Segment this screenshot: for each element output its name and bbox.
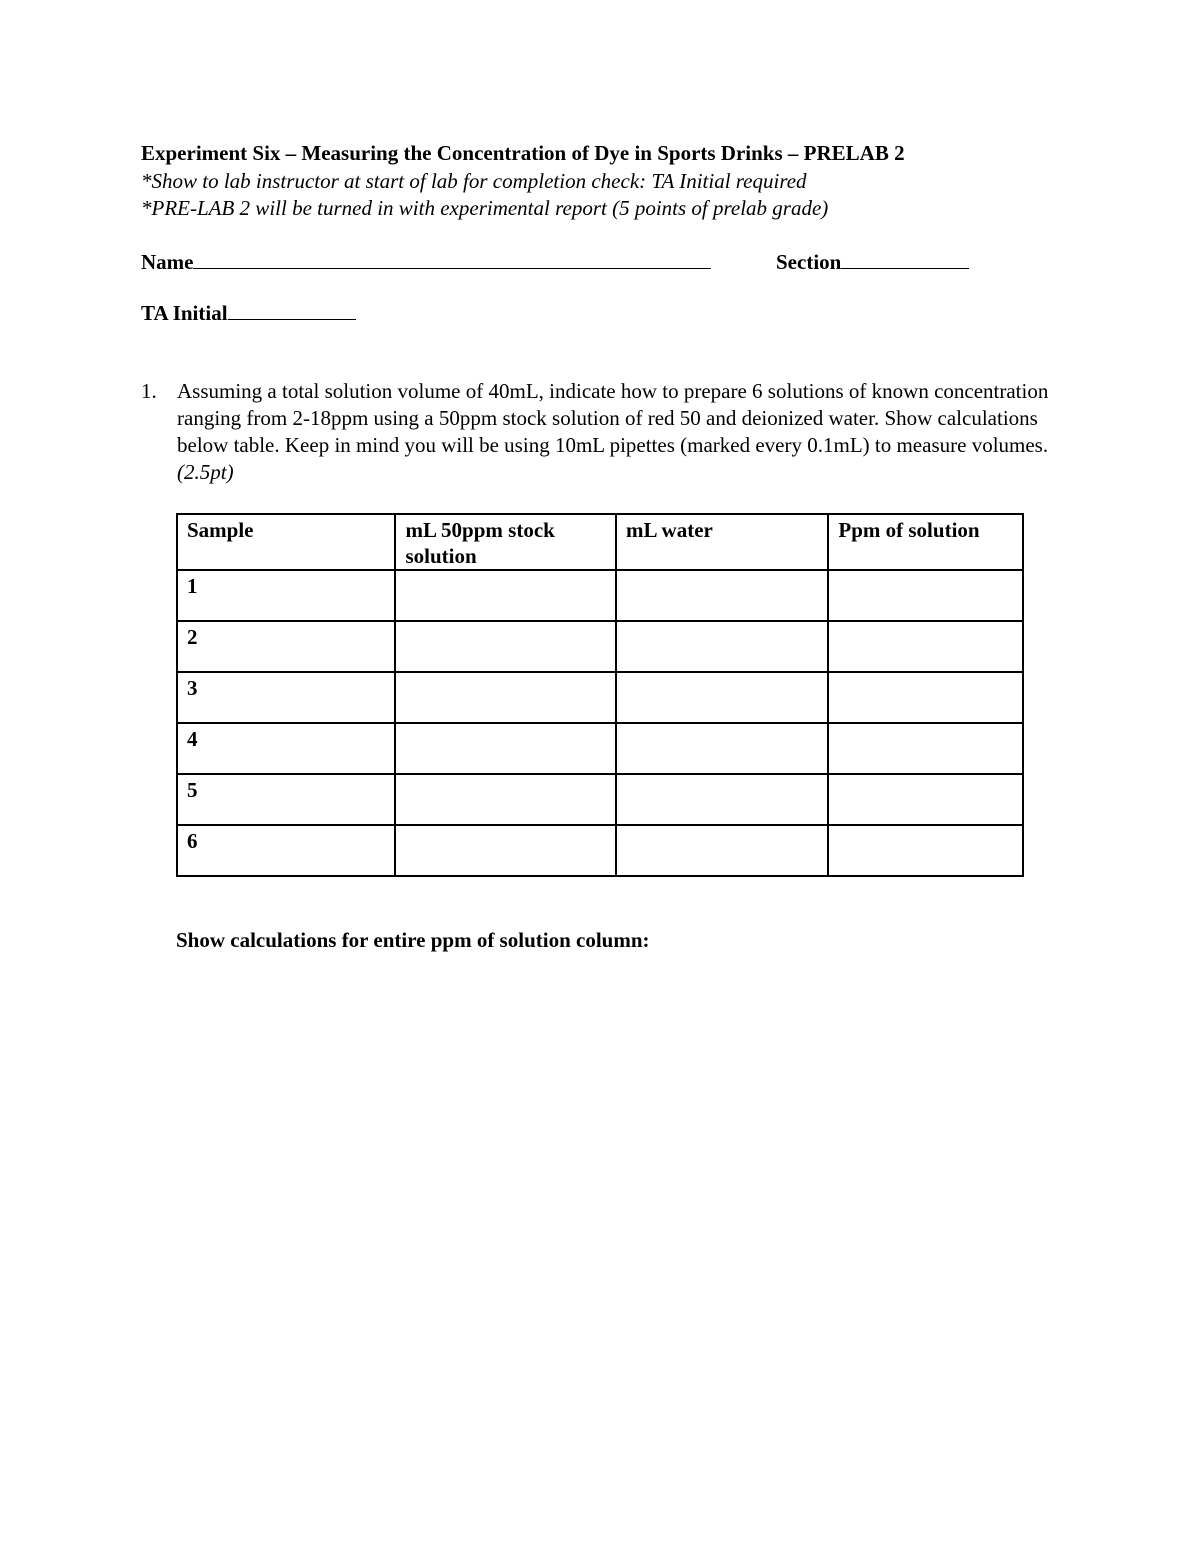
stock-cell[interactable]	[395, 774, 615, 825]
sample-number: 6	[177, 825, 395, 876]
table-row	[177, 570, 1023, 621]
table-row	[177, 621, 1023, 672]
ta-initial-blank[interactable]	[228, 301, 356, 320]
header-stock-solution: mL 50ppm stock solution	[395, 514, 615, 570]
question-text-block	[177, 378, 1061, 486]
table-row	[177, 774, 1023, 825]
water-cell[interactable]	[616, 672, 828, 723]
water-cell[interactable]	[616, 774, 828, 825]
instruction-note-completion: *Show to lab instructor at start of lab for completion check: TA Initial required	[141, 169, 807, 193]
name-field	[141, 250, 711, 275]
header-ppm: Ppm of solution	[828, 514, 1023, 570]
stock-cell[interactable]	[395, 621, 615, 672]
name-label: Name	[141, 250, 194, 274]
water-cell[interactable]	[616, 723, 828, 774]
table-row	[177, 825, 1023, 876]
question-number: 1.	[141, 379, 157, 403]
water-cell[interactable]	[616, 570, 828, 621]
name-blank[interactable]	[193, 250, 711, 269]
ppm-cell[interactable]	[828, 621, 1023, 672]
water-cell[interactable]	[616, 825, 828, 876]
ta-initial-field	[141, 301, 356, 326]
section-field	[776, 250, 969, 275]
sample-number: 3	[177, 672, 395, 723]
section-label: Section	[776, 250, 842, 274]
header-sample: Sample	[177, 514, 395, 570]
section-blank[interactable]	[841, 250, 969, 269]
ppm-cell[interactable]	[828, 672, 1023, 723]
ta-initial-label: TA Initial	[141, 301, 228, 325]
water-cell[interactable]	[616, 621, 828, 672]
ppm-cell[interactable]	[828, 825, 1023, 876]
page-title: Experiment Six – Measuring the Concentration of Dye in Sports Drinks – PRELAB 2	[141, 141, 905, 165]
sample-number: 5	[177, 774, 395, 825]
sample-number: 2	[177, 621, 395, 672]
stock-cell[interactable]	[395, 672, 615, 723]
question-1	[141, 378, 1061, 486]
table-header-row	[177, 514, 1023, 570]
stock-cell[interactable]	[395, 570, 615, 621]
dilution-table	[176, 513, 1024, 877]
sample-number: 4	[177, 723, 395, 774]
header-water: mL water	[616, 514, 828, 570]
ppm-cell[interactable]	[828, 774, 1023, 825]
question-text: Assuming a total solution volume of 40mL, indicate how to prepare 6 solutions of known concentration ranging from 2-18ppm using a 50ppm stock solution of red 50 and deionized water. Show calculations below table. Keep in mind you will be using 10mL pipettes (marked every 0.1mL) to measure volumes.	[177, 379, 1049, 457]
ppm-cell[interactable]	[828, 723, 1023, 774]
instruction-note-report: *PRE-LAB 2 will be turned in with experimental report (5 points of prelab grade)	[141, 196, 829, 220]
table-row	[177, 723, 1023, 774]
ppm-cell[interactable]	[828, 570, 1023, 621]
stock-cell[interactable]	[395, 723, 615, 774]
table-row	[177, 672, 1023, 723]
sample-number: 1	[177, 570, 395, 621]
question-points: (2.5pt)	[177, 460, 234, 484]
calculations-label: Show calculations for entire ppm of solution column:	[176, 928, 650, 952]
stock-cell[interactable]	[395, 825, 615, 876]
